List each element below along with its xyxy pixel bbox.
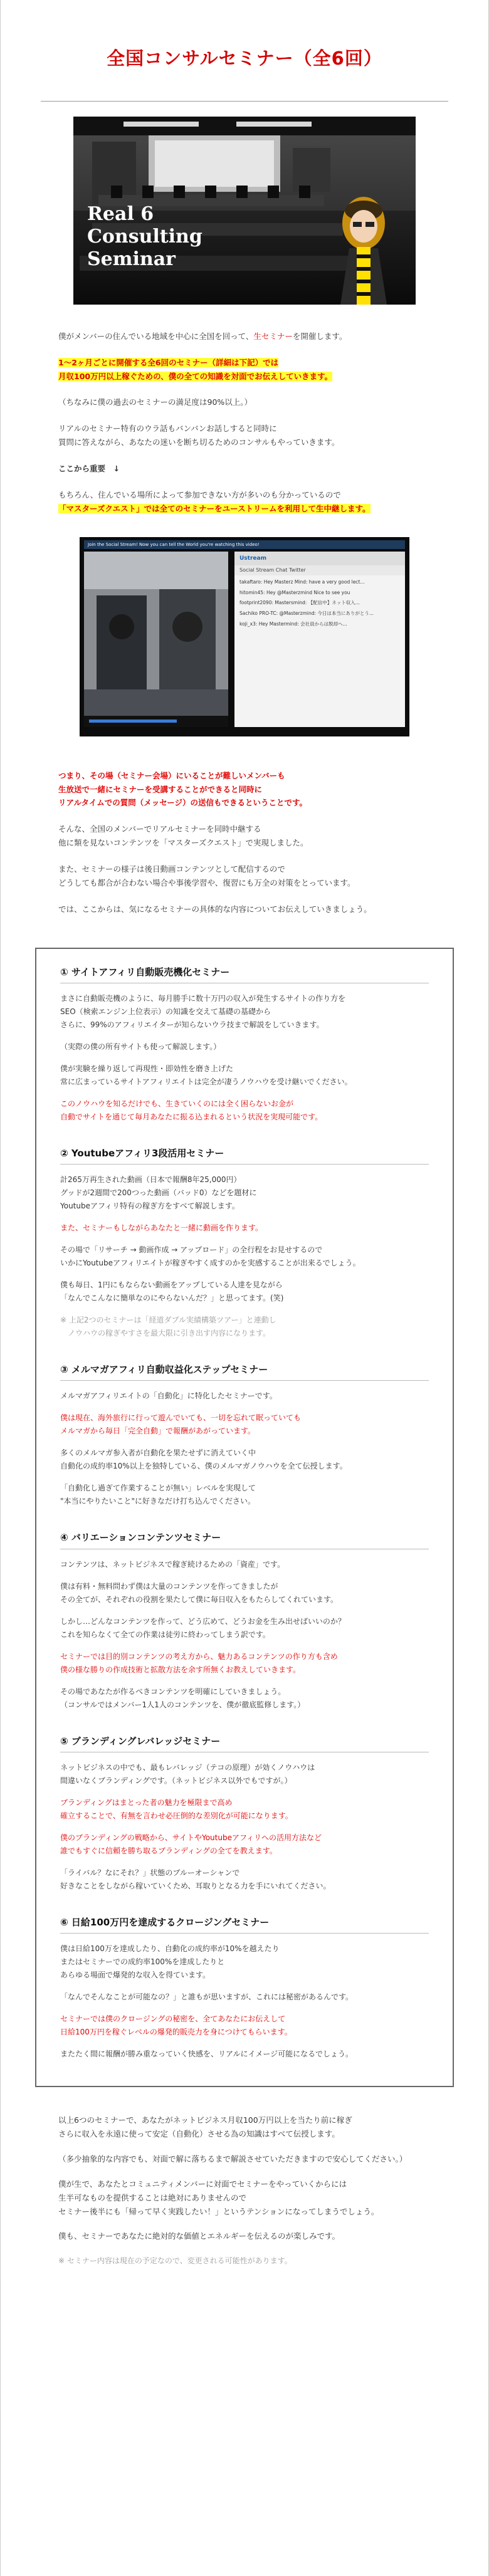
live-question-note: [58, 769, 431, 810]
seminar-paragraph: [60, 1580, 429, 1606]
text-line: もちろん、住んでいる場所によって参加できない方が多いのも分かっているので: [58, 490, 341, 500]
text-line: 計265万再生された動画（日本で報酬8年25,000円）: [60, 1175, 241, 1185]
seminar-paragraph: [60, 1482, 429, 1508]
text-line: その全てが、それぞれの役割を果たして僕に毎日収入をもたらしてくれています。: [60, 1594, 339, 1604]
text-line: しかし…どんなコンテンツを作って、どう広めて、どうお金を生み出せばいいのか？: [60, 1616, 345, 1626]
text-line: セミナー後半にも「帰って早く実践したい！」というテンションになってしまうでしょう。: [58, 2206, 379, 2216]
seminar-paragraph: [60, 1796, 429, 1823]
video-frame-image: [84, 552, 228, 727]
text-line: さらに収入を永遠に使って安定（自動化）させる為の知識はすべて伝授します。: [58, 2129, 340, 2139]
text-line: また、セミナーもしながらあなたと一緒に動画を作ります。: [60, 1223, 263, 1233]
seminar-heading: ⑥ 日給100万円を達成するクロージングセミナー: [60, 1914, 429, 1934]
text-line: いかにYoutubeアフィリエイトが稼ぎやすく成すのかを実感することが出来るでしょう。: [60, 1259, 360, 1268]
text-line: 「なんでそんなことが可能なの？」と誰もが思いますが、これには秘密があるんです。: [60, 1992, 354, 2002]
seminar-paragraph: [60, 1062, 429, 1089]
seminar-heading: ① サイトアフィリ自動販売機化セミナー: [60, 964, 429, 983]
closing-paragraph: （多少抽象的な内容でも、対面で解に落ちるまで解説させていただきますので安心してください。）: [58, 2154, 408, 2164]
text-line: メルマガから毎日「完全自動」で報酬があがっています。: [60, 1427, 256, 1436]
text-line: ブランディングはまとった者の魅力を極限まで高め: [60, 1798, 233, 1807]
text-line: どうしても都合が合わない場合や事後学習や、復習にも万全の対策をとっています。: [58, 877, 355, 887]
seminar-heading: ⑤ ブランディングレバレッジセミナー: [60, 1733, 429, 1752]
comment-item: takaftaro: Hey Masterz Mind: have a very good lect...: [239, 579, 365, 585]
stream-tabs[interactable]: Social Stream Chat Twitter: [234, 565, 405, 575]
closing-paragraph: [58, 2113, 431, 2141]
content-paragraph: では、ここからは、気になるセミナーの具体的な内容についてお伝えしていきましょう。: [58, 904, 372, 914]
text-line: グッドが2週間で200つった動画（バッド0）などを題材に: [60, 1188, 257, 1198]
seminar-paragraph: [60, 1243, 429, 1270]
seminar-paragraph: [60, 1942, 429, 1982]
text-line: 自動化の成約率10%以上を独特している、僕のメルマガノウハウを全て伝授します。: [60, 1462, 347, 1471]
seminar-paragraph: [60, 1173, 429, 1213]
intro-text: を開催します。: [292, 331, 347, 341]
seminar-paragraph: [60, 2048, 429, 2061]
seminar-paragraph: [60, 1097, 429, 1124]
seminar-paragraph: [60, 1867, 429, 1893]
seminar-paragraph: [60, 1390, 429, 1403]
seminar-heading: ④ バリエーションコンテンツセミナー: [60, 1529, 429, 1549]
seminar-paragraph: [60, 1411, 429, 1438]
seminar-paragraph: [60, 1279, 429, 1305]
text-line: あらゆる場面で爆発的な収入を得ています。: [60, 1971, 211, 1980]
comment-item: footprint2090: Mastersmind: 【配信中】ネット収入...: [239, 600, 360, 606]
text-line: （実際の僕の所有サイトも使って解説します。）: [60, 1042, 221, 1051]
highlight-line: 月収100万円以上稼ぐための、僕の全ての知識を対面でお伝えしていきます。: [58, 371, 333, 381]
text-line: セミナーでは目的別コンテンツの考え方から、魅力あるコンテンツの作り方も含め: [60, 1652, 338, 1661]
text-line: 僕は現在、海外旅行に行って遊んでいても、一切を忘れて眠っていても: [60, 1413, 302, 1423]
seminar-paragraph: [60, 1650, 429, 1677]
intro-highlight: 生セミナー: [253, 331, 293, 341]
intro-paragraph: [58, 488, 431, 516]
closing-paragraph: [58, 2177, 431, 2219]
text-line: ノウハウの稼ぎやすさを最大限に引き出す内容になります。: [60, 1329, 271, 1338]
closing-paragraph: 僕も、セミナーであなたに絶対的な価値とエネルギーを伝えるのが楽しみです。: [58, 2231, 340, 2241]
seminar-heading: ③ メルマガアフィリ自動収益化ステップセミナー: [60, 1361, 429, 1381]
text-line: 質問に答えながら、あなたの迷いを断ち切るためのコンサルもやっていきます。: [58, 437, 340, 448]
comment-item: hitomin45: Hey @Masterzmind Nice to see you: [239, 589, 350, 595]
seminar-paragraph: [60, 2013, 429, 2039]
seminar-paragraph: [60, 1685, 429, 1712]
seminar-heading: ② Youtubeアフィリ3段活用セミナー: [60, 1145, 429, 1165]
hero-caption-line: Real 6: [87, 202, 154, 225]
intro-text: 僕がメンバーの住んでいる地域を中心に全国を回って、: [58, 331, 254, 341]
text-line: また、セミナーの様子は後日動画コンテンツとして配信するので: [58, 864, 285, 874]
text-line: セミナーでは僕のクロージングの秘密を、全てあなたにお伝えして: [60, 2014, 286, 2024]
text-line: つまり、その場（セミナー会場）にいることが難しいメンバーも: [58, 770, 285, 780]
text-line: 常に広まっているサイトアフィリエイトは完全が凄うノウハウを受け継いでください。: [60, 1077, 352, 1086]
comment-item: Sachiko PRO-TC: @Masterzmind: 今日は本当にありがとう...: [239, 610, 374, 617]
ustream-video-screenshot: [80, 537, 409, 736]
comment-list: [234, 575, 405, 636]
text-line: 好きなことをしながら稼いていくため、耳取りとなる力を手にいれてください。: [60, 1881, 331, 1890]
change-notice: ※ セミナー内容は現在の予定なので、変更される可能性があります。: [58, 2256, 292, 2266]
text-line: さらに、99%のアフィリエイターが知らないウラ技まで解説をしていきます。: [60, 1020, 324, 1029]
text-line: 確立することで、有無を言わせ必圧倒的な差別化が可能になります。: [60, 1811, 293, 1820]
seminar-paragraph: [60, 992, 429, 1032]
seminar-paragraph: [60, 1314, 429, 1340]
title-divider: [41, 101, 448, 102]
text-line: Youtubeアフィリ特有の稼ぎ方をすべて解説します。: [60, 1202, 239, 1211]
video-top-banner: Join the Social Stream! Now you can tell the World you're watching this video!: [84, 540, 405, 549]
content-paragraph: [58, 862, 431, 890]
text-line: その場で「リサーチ → 動画作成 → アップロード」の全行程をお見せするので: [60, 1245, 323, 1255]
intro-key-message: [58, 356, 431, 384]
hero-banner: [73, 117, 416, 305]
text-line: またはセミナーでの成約率100%を達成したりと: [60, 1957, 225, 1967]
text-line: 「なんでこんなに簡単なのにやらないんだ？」と思ってます。(笑): [60, 1294, 284, 1303]
text-line: 僕も毎日、1円にもならない動画をアップしている人達を見ながら: [60, 1280, 283, 1290]
seminar-paragraph: [60, 1040, 429, 1054]
text-line: 僕が実験を繰り返して再現性・即効性を磨き上げた: [60, 1064, 234, 1073]
text-line: 多くのメルマガ参入者が自動化を果たせずに消えていく中: [60, 1448, 256, 1458]
text-line: リアルのセミナー特有のウラ話もバンバンお話しすると同時に: [58, 424, 277, 434]
text-line: まさに自動販売機のように、毎月勝手に数十万円の収入が発生するサイトの作り方を: [60, 993, 346, 1003]
seminar-paragraph: [60, 1615, 429, 1641]
text-line: その場であなたが作るべきコンテンツを明確にしていきましょう。: [60, 1687, 286, 1696]
text-line: "本当にやりたいこと"に好きなだけ打ち込んでください。: [60, 1497, 256, 1506]
social-stream-panel: [234, 552, 405, 727]
text-line: （コンサルではメンバー1人1人のコンテンツを、僕が徹底監修します。）: [60, 1700, 305, 1709]
text-line: 他に類を見ないコンテンツを「マスターズクエスト」で実現しました。: [58, 838, 308, 848]
text-line: 僕は有料・無料問わず僕は大量のコンテンツを作ってきましたが: [60, 1581, 278, 1591]
intro-paragraph: [58, 422, 431, 449]
text-line: 僕は日給100万を達成したり、自動化の成約率が10%を越えたり: [60, 1944, 280, 1954]
text-line: 僕の様な勝りの作成技術と拡散方法を余す所無くお教えしていきます。: [60, 1665, 301, 1674]
highlight-line: 「マスターズクエスト」では全てのセミナーをユーストリームを利用して生中継します。: [58, 503, 371, 513]
text-line: コンテンツは、ネットビジネスで稼ぎ続けるための「資産」です。: [60, 1559, 285, 1569]
intro-section: [1, 330, 488, 516]
text-line: 「自動化し過ぎて作業することが無い」レベルを実現して: [60, 1484, 256, 1493]
text-line: SEO（検索エンジン上位表示）の知識を交えて基礎の基礎から: [60, 1007, 271, 1016]
text-line: リアルタイムでの質問（メッセージ）の送信もできるということです。: [58, 798, 308, 808]
text-line: このノウハウを知るだけでも、生きていくのには全く困らないお金が: [60, 1099, 294, 1108]
text-line: 日給100万円を稼ぐレベルの爆発的販売力を身につけてもらいます。: [60, 2028, 292, 2037]
text-line: そんな、全国のメンバーでリアルセミナーを同時中継する: [58, 824, 261, 834]
text-line: 誰でもすぐに信頼を勝ち取るブランディングの全てを教えます。: [60, 1846, 277, 1855]
hero-caption: [87, 203, 202, 271]
seminar-paragraph: [60, 1991, 429, 2004]
highlight-line: 1〜2ヶ月ごとに開催する全6回のセミナー（詳細は下記）では: [58, 357, 279, 367]
text-line: 自動でサイトを通じて毎月あなたに振る込まれるという状況を実現可能です。: [60, 1112, 323, 1121]
seminar-list-box: [35, 948, 454, 2088]
text-line: 僕のブランディングの戦略から、サイトやYoutubeアフィリへの活用方法など: [60, 1833, 322, 1842]
seminar-paragraph: [60, 1831, 429, 1858]
content-paragraph: [58, 822, 431, 850]
text-line: これを知らなくて全ての作業は徒労に終わってしまう訳です。: [60, 1630, 270, 1639]
text-line: またたく間に報酬が勝み重なっていく快感を、リアルにイメージ可能になるでしょう。: [60, 2050, 354, 2059]
text-line: ネットビジネスの中でも、最もレバレッジ（テコの原理）が効くノウハウは: [60, 1762, 315, 1772]
hero-caption-line: Consulting: [87, 225, 202, 248]
seminar-paragraph: [60, 1558, 429, 1571]
intro-paragraph: [58, 330, 431, 343]
ustream-brand: Ustream: [234, 552, 405, 565]
text-line: ※ 上記2つのセミナーは「経道ダブル実績構築ツアー」と連動し: [60, 1316, 276, 1325]
text-line: 以上6つのセミナーで、あなたがネットビジネス月収100万円以上を当たり前に稼ぎ: [58, 2115, 352, 2125]
comment-item: koji_x3: Hey Mastermind: 会社員からは脱却へ...: [239, 621, 347, 627]
text-line: メルマガアフィリエイトの「自動化」に特化したセミナーです。: [60, 1391, 277, 1401]
closing-section: [1, 2113, 488, 2268]
page-title: 全国コンサルセミナー（全6回）: [107, 48, 382, 69]
important-marker: ここから重要 ↓: [58, 464, 120, 473]
text-line: 「ライバル？なにそれ？」状態のブルーオーシャンで: [60, 1868, 240, 1877]
after-video-section: [1, 769, 488, 916]
seminar-paragraph: [60, 1761, 429, 1788]
text-line: 僕が生で、あなたとコミュニティメンバーに対面でセミナーをやっていくからには: [58, 2179, 347, 2189]
hero-caption-line: Seminar: [87, 248, 176, 270]
text-line: 間違いなくブランディングです。（ネットビジネス以外でもですが。）: [60, 1776, 292, 1785]
seminar-paragraph: [60, 1222, 429, 1235]
seminar-paragraph: [60, 1447, 429, 1473]
satisfaction-note: （ちなみに僕の過去のセミナーの満足度は90%以上。）: [58, 397, 253, 407]
text-line: 生半可なものを提供することは絶対にありませんので: [58, 2192, 247, 2202]
text-line: 生放送で一緒にセミナーを受講することができると同時に: [58, 784, 263, 794]
